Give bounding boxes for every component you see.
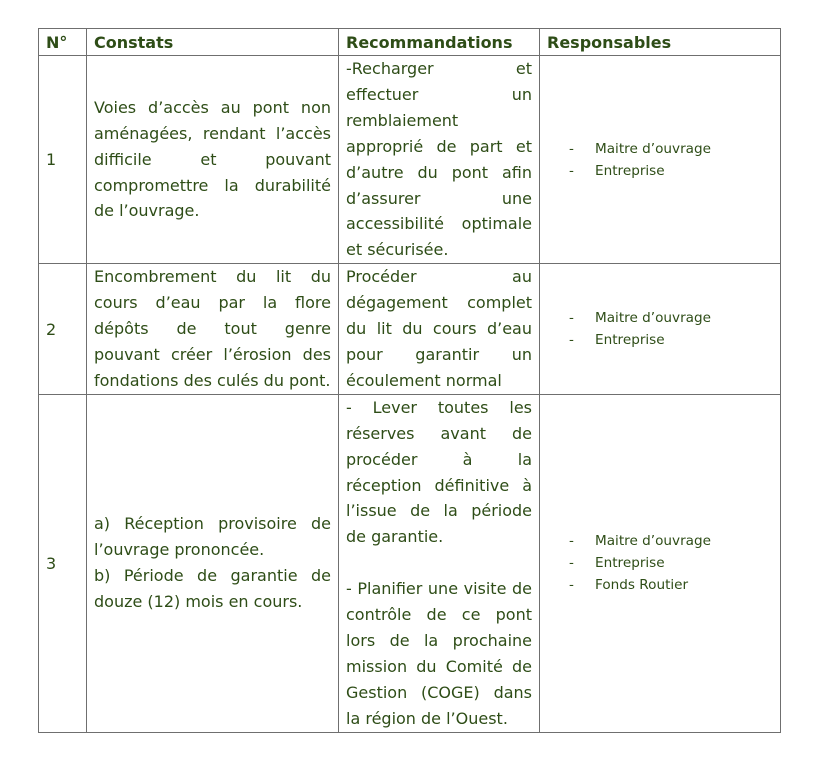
responsables-cell: [540, 394, 781, 732]
constat-text-a: a) Réception provisoire de l’ouvrage prononcée.: [94, 514, 331, 560]
responsable-item: - Maitre d’ouvrage: [569, 307, 773, 329]
header-row: [39, 29, 781, 56]
header-recommandations: Recommandations: [339, 29, 540, 56]
recommandation-text-2: - Planifier une visite de contrôle de ce pont lors de la prochaine mission du Comité de Gestion (COGE) dans la région de l’Ouest.: [346, 579, 532, 728]
header-num: N°: [39, 29, 87, 56]
table-row: [39, 264, 781, 395]
row-number: 2: [39, 264, 87, 395]
responsable-item: - Entreprise: [569, 552, 773, 574]
findings-table: [38, 28, 781, 733]
responsable-item: - Fonds Routier: [569, 574, 773, 596]
responsable-item: - Entreprise: [569, 160, 773, 182]
paragraph-gap: [346, 550, 532, 576]
constat-text: Voies d’accès au pont non aménagées, rendant l’accès difficile et pouvant compromettre la durabilité de l’ouvrage.: [94, 97, 331, 221]
responsables-list: [547, 530, 773, 596]
responsables-cell: [540, 56, 781, 264]
recommandation-cell: [339, 394, 540, 732]
table-row: [39, 394, 781, 732]
constat-cell: [87, 394, 339, 732]
recommandation-cell: [339, 56, 540, 264]
row-number: 3: [39, 394, 87, 732]
recommandation-text: -Recharger et effectuer un remblaiement approprié de part et d’autre du pont afin d’assurer une accessibilité optimale et sécurisée.: [346, 59, 532, 260]
responsable-item: - Maitre d’ouvrage: [569, 138, 773, 160]
recommandation-cell: [339, 264, 540, 395]
constat-cell: [87, 264, 339, 395]
recommandation-text: Procéder au dégagement complet du lit du cours d’eau pour garantir un écoulement normal: [346, 267, 532, 390]
constat-text-b: b) Période de garantie de douze (12) mois en cours.: [94, 566, 331, 612]
responsable-item: - Entreprise: [569, 329, 773, 351]
constat-cell: [87, 56, 339, 264]
row-number: 1: [39, 56, 87, 264]
header-responsables: Responsables: [540, 29, 781, 56]
table-row: [39, 56, 781, 264]
constat-text: Encombrement du lit du cours d’eau par la flore dépôts de tout genre pouvant créer l’érosion des fondations des culés du pont.: [94, 267, 331, 390]
responsables-list: [547, 138, 773, 182]
header-constats: Constats: [87, 29, 339, 56]
responsable-item: - Maitre d’ouvrage: [569, 530, 773, 552]
responsables-cell: [540, 264, 781, 395]
responsables-list: [547, 307, 773, 351]
recommandation-text-1: - Lever toutes les réserves avant de procéder à la réception définitive à l’issue de la période de garantie.: [346, 397, 532, 547]
